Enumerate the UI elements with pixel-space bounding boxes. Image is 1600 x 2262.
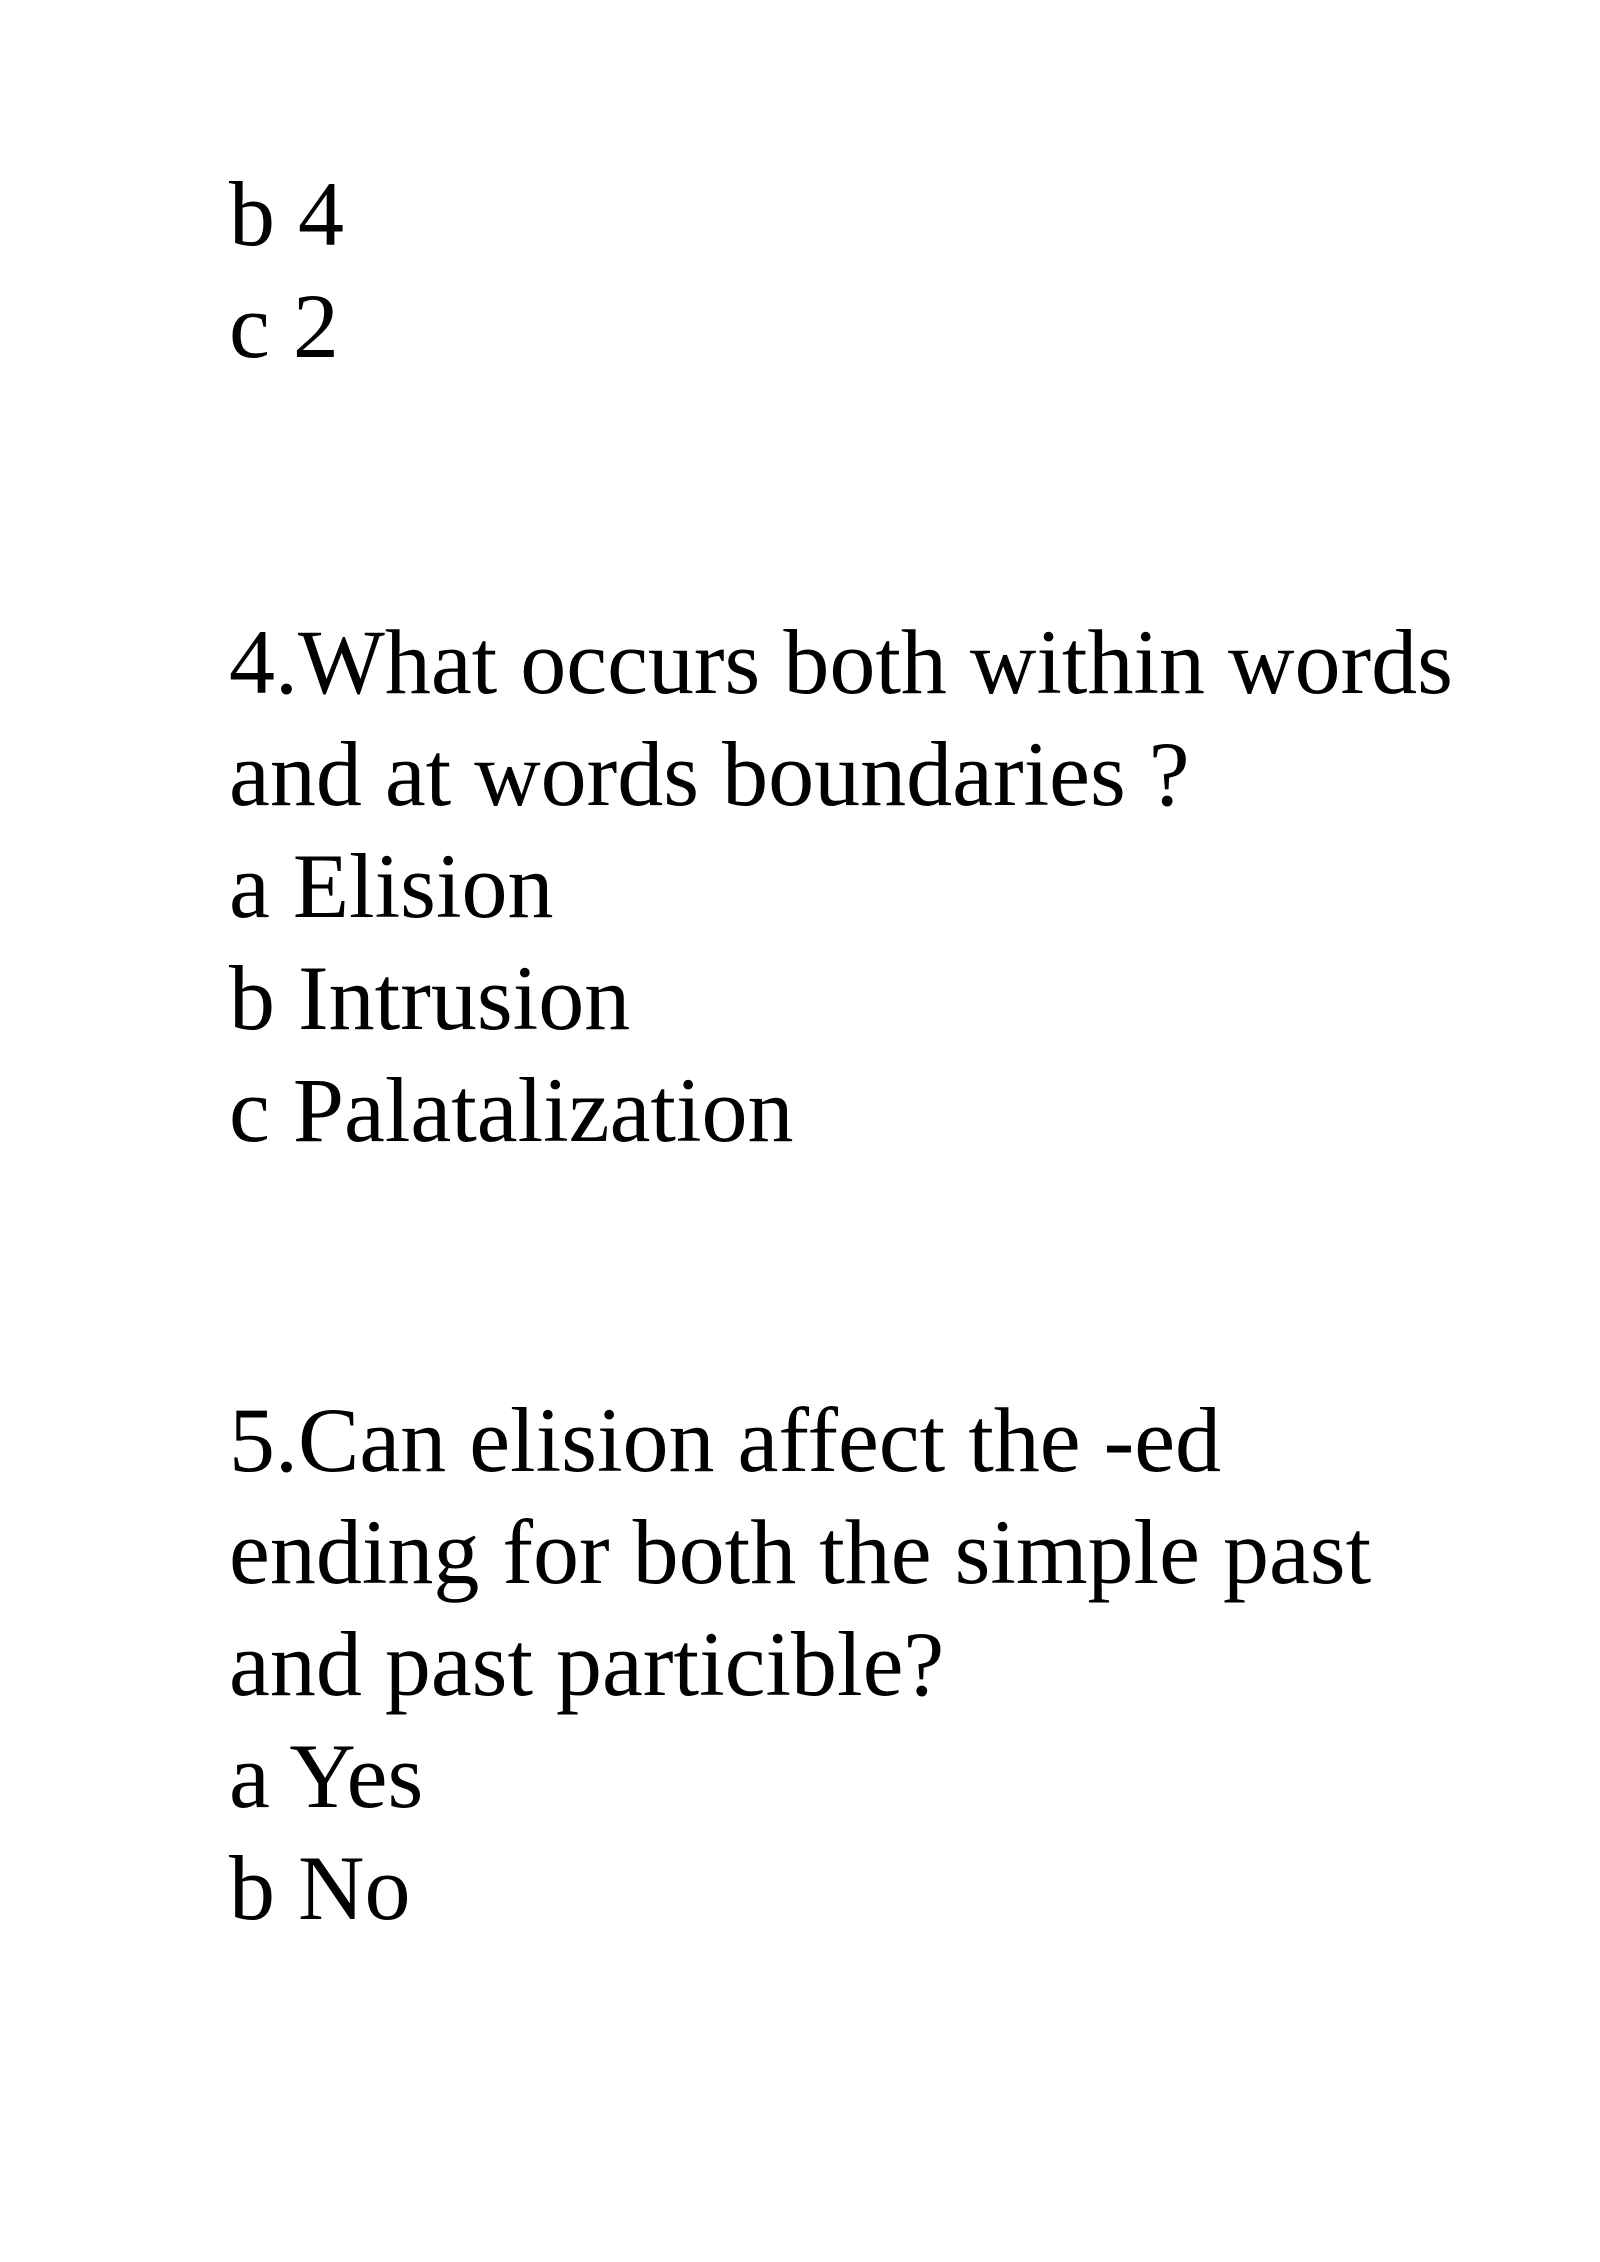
option-b: b 4 xyxy=(229,163,344,265)
question-text-line: and at words boundaries ? xyxy=(229,723,1190,825)
option-b: b Intrusion xyxy=(229,947,631,1049)
question-text-line: 4.What occurs both within words xyxy=(229,611,1453,713)
previous-question-options xyxy=(229,158,1569,382)
question-text-line: ending for both the simple past xyxy=(229,1501,1372,1603)
option-c: c Palatalization xyxy=(229,1059,794,1161)
question-5 xyxy=(229,1384,1569,1944)
question-4 xyxy=(229,606,1569,1166)
option-c: c 2 xyxy=(229,275,339,377)
question-text-line: 5.Can elision affect the -ed xyxy=(229,1389,1222,1491)
option-a: a Elision xyxy=(229,835,554,937)
option-b: b No xyxy=(229,1837,411,1939)
option-a: a Yes xyxy=(229,1725,424,1827)
question-text-line: and past particible? xyxy=(229,1613,945,1715)
